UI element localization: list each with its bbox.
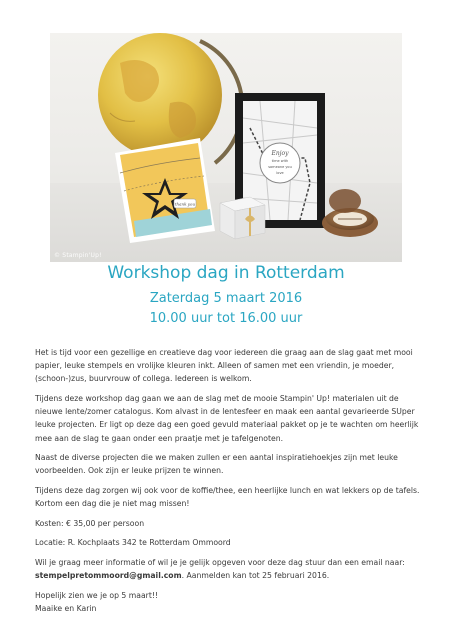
greeting-card	[115, 138, 215, 243]
product-photo	[50, 33, 402, 262]
email-link[interactable]: stempelpretommoord@gmail.com	[35, 571, 182, 581]
intro-paragraph: Het is tijd voor een gezellige en creatieve dag voor iedereen die graag aan de slag gaat met mooi papier, leuke stempels en vrolijke kleuren inkt. Alleen of samen met een vriendin, je moeder, (schoon-)zus, buurvrouw of collega. Iedereen is welkom.	[35, 348, 413, 384]
gift-box	[220, 197, 265, 239]
catering-paragraph: Tijdens deze dag zorgen wij ook voor de koffie/thee, een heerlijke lunch en wat lekkers op de tafels. Kortom een dag die je niet mag missen!	[35, 486, 420, 509]
closing-line: Hopelijk zien we je op 5 maart!!	[35, 590, 158, 600]
frame-text-4: love	[276, 171, 284, 175]
page-title: Workshop dag in Rotterdam	[107, 263, 345, 283]
workshop-paragraph: Tijdens deze workshop dag gaan we aan de slag met de mooie Stampin' Up! materialen uit de nieuwe lente/zomer catalogus. Kom alvast in de lentesfeer en maak een aantal gevarieerde SUper leuke projecten. Er ligt op deze dag een goed gevuld materiaal pakket op je te wachten om heerlijk mee aan de slag te gaan onder een praatje met je tafelgenoten.	[35, 394, 419, 443]
costs-line: Kosten: € 35,00 per persoon	[35, 518, 145, 528]
frame-text-1: Enjoy	[271, 150, 289, 157]
frame-text-2: time with	[271, 159, 289, 163]
event-date: Zaterdag 5 maart 2016	[149, 291, 303, 306]
projects-paragraph: Naast de diverse projecten die we maken zullen er een aantal inspiratiehoekjes zijn met leuke voorbeelden. Ook zijn er leuke prijzen te winnen.	[35, 453, 398, 476]
deadline-text: . Aanmelden kan tot 25 februari 2016.	[181, 571, 330, 581]
info-text: Wil je graag meer informatie of wil je je gelijk opgeven voor deze dag stuur dan een email naar:	[35, 557, 405, 567]
photo-illustration	[50, 33, 402, 262]
card-tag-text: thank you	[174, 201, 196, 207]
photo-credit: © Stampin'Up!	[54, 252, 102, 259]
event-time: 10.00 uur tot 16.00 uur	[149, 311, 303, 326]
location-line: Locatie: R. Kochplaats 342 te Rotterdam Ommoord	[35, 538, 231, 548]
info-paragraph	[35, 556, 423, 582]
signature-line: Maaike en Karin	[35, 603, 97, 613]
body-text	[35, 346, 423, 615]
frame-text-3: someone you	[268, 165, 292, 169]
